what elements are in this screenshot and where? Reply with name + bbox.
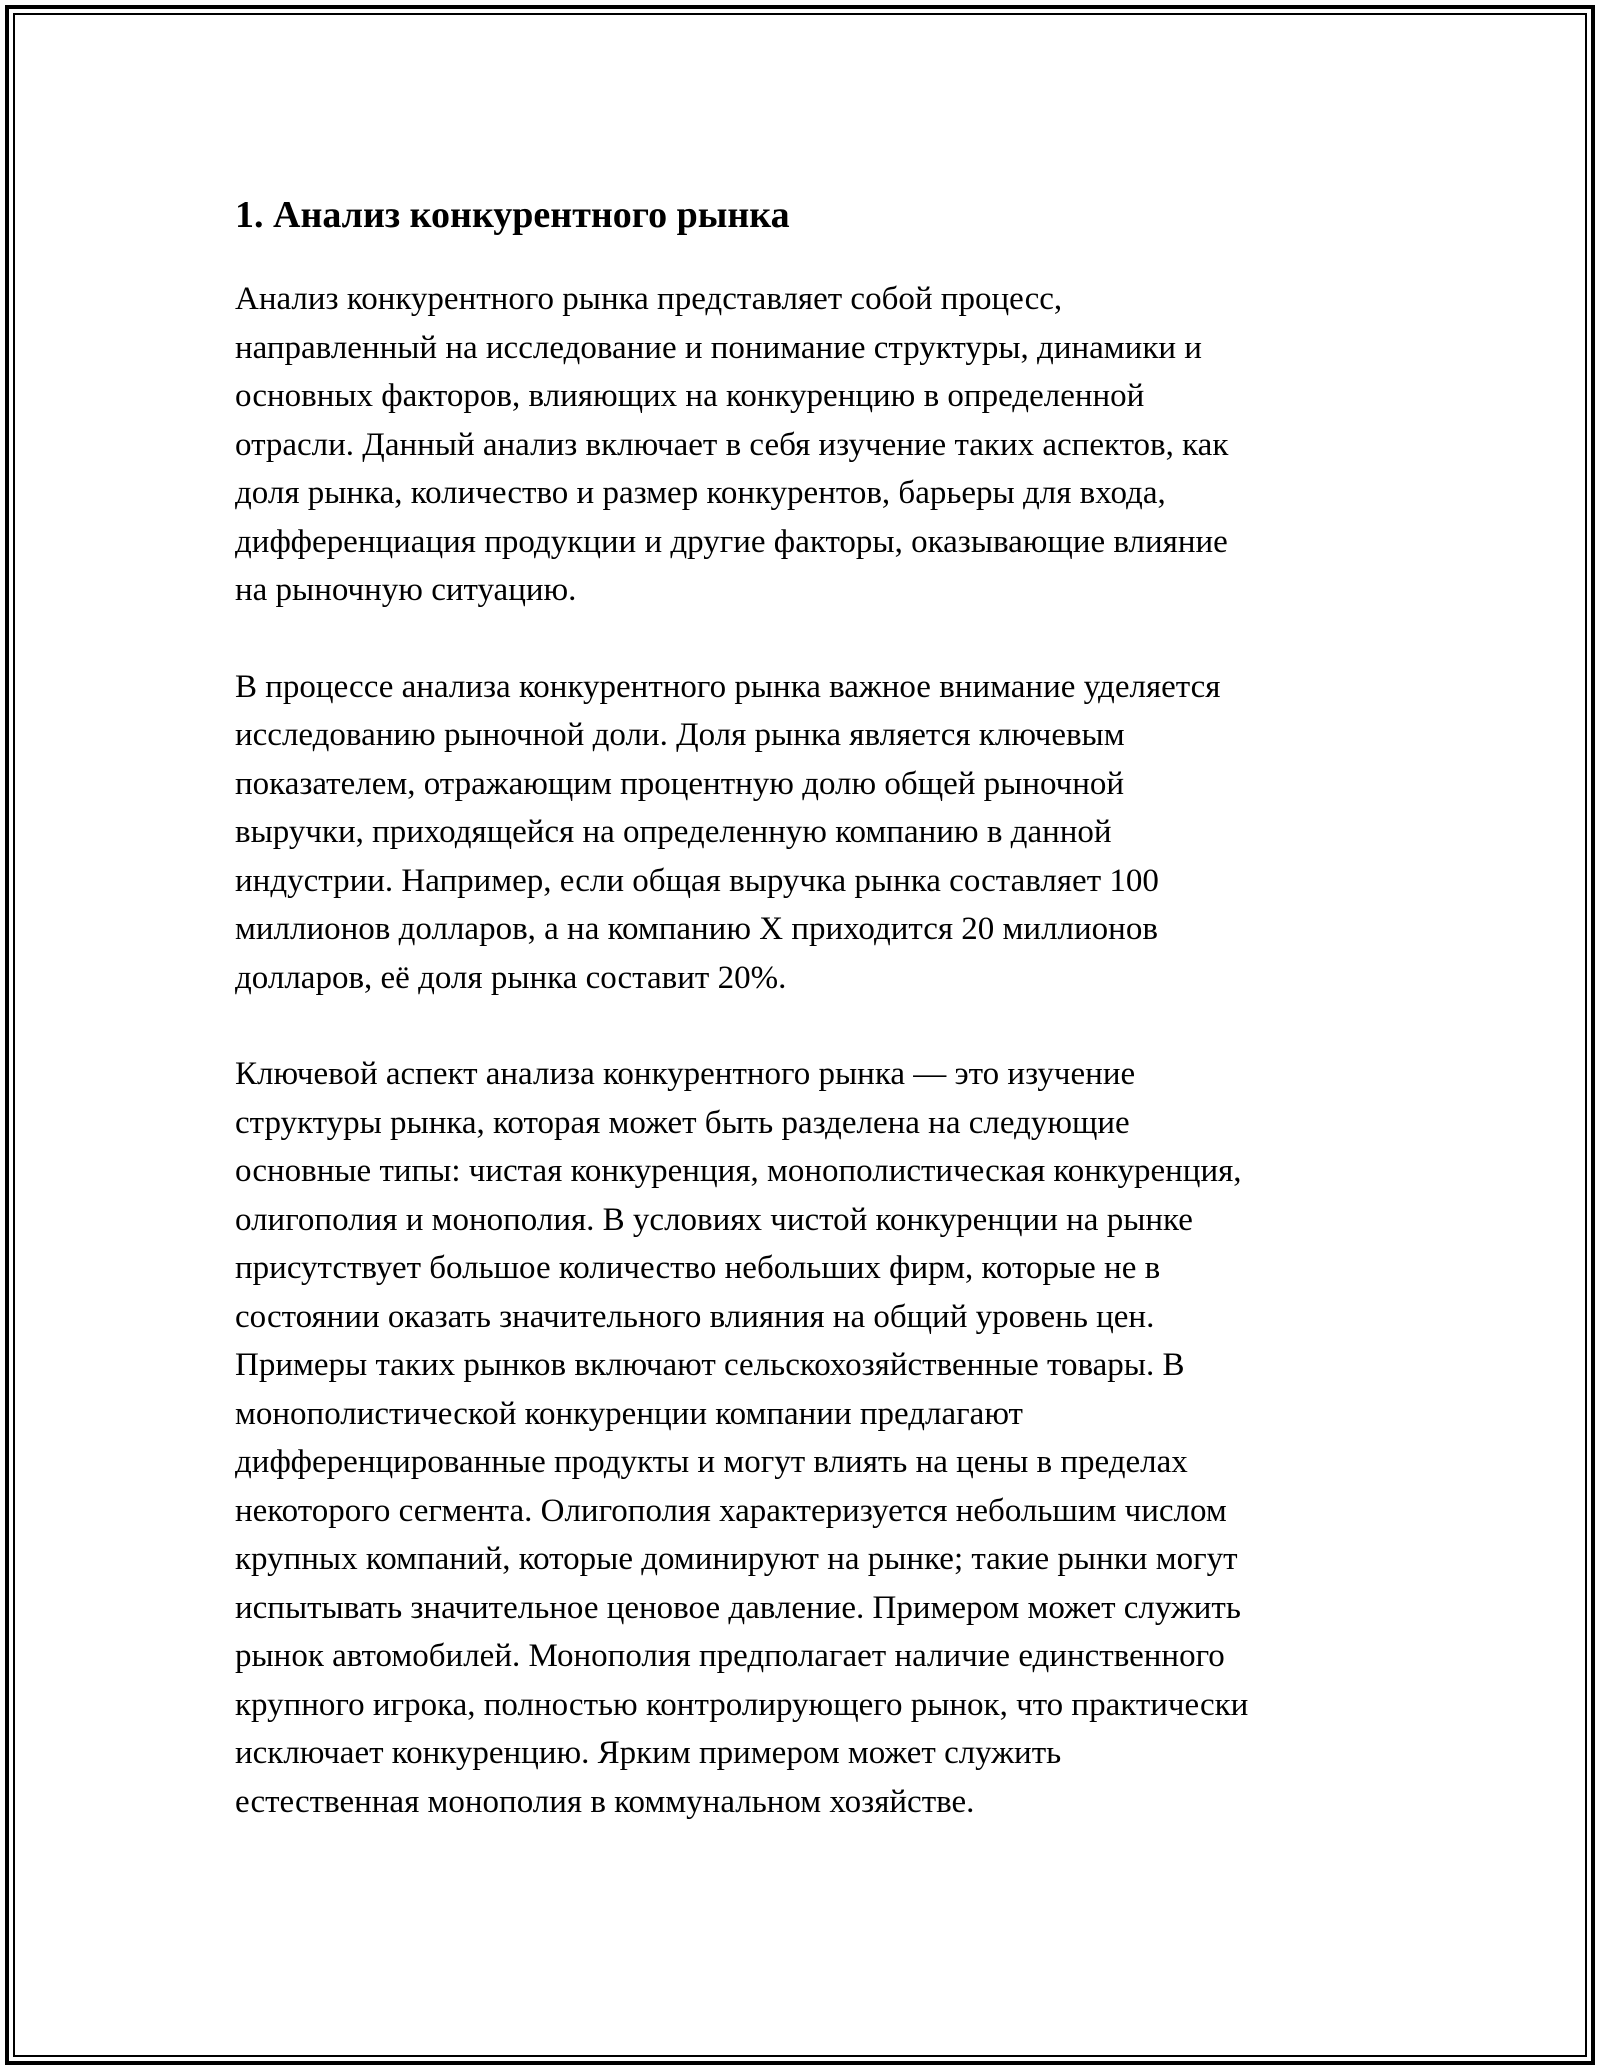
text-line: монополистической конкуренции компании предлагают [235,1395,1023,1432]
text-line: присутствует большое количество небольших фирм, которые не в [235,1250,1161,1286]
text-line: миллионов долларов, а на компанию X приходится 20 миллионов [235,911,1158,947]
section-heading: 1. Анализ конкурентного рынка [235,194,790,236]
text-line: исследованию рыночной доли. Доля рынка является ключевым [235,717,1125,753]
text-line: крупного игрока, полностью контролирующего рынок, что практически [235,1686,1249,1723]
text-line: Примеры таких рынков включают сельскохозяйственные товары. В [235,1347,1185,1383]
text-line: отрасли. Данный анализ включает в себя изучение таких аспектов, как [235,426,1229,463]
text-line: состоянии оказать значительного влияния на общий уровень цен. [235,1298,1155,1335]
text-line: доля рынка, количество и размер конкурентов, барьеры для входа, [235,475,1166,511]
text-line: Анализ конкурентного рынка представляет собой процесс, [235,281,1063,317]
paragraph-market-share [235,663,1385,1003]
text-line: В процессе анализа конкурентного рынка важное внимание уделяется [235,668,1221,705]
text-line: крупных компаний, которые доминируют на рынке; такие рынки могут [235,1541,1238,1577]
text-line: основных факторов, влияющих на конкуренцию в определенной [235,378,1145,414]
document-body [235,185,1385,1874]
text-line: долларов, её доля рынка составит 20%. [235,959,787,996]
text-line: дифференциация продукции и другие факторы, оказывающие влияние [235,523,1228,560]
text-line: дифференцированные продукты и могут влиять на цены в пределах [235,1444,1188,1480]
text-line: направленный на исследование и понимание структуры, динамики и [235,329,1202,366]
text-line: структуры рынка, которая может быть разделена на следующие [235,1104,1130,1141]
text-line: рынок автомобилей. Монополия предполагает наличие единственного [235,1638,1225,1674]
text-line: основные типы: чистая конкуренция, монополистическая конкуренция, [235,1153,1242,1189]
text-line: индустрии. Например, если общая выручка рынка составляет 100 [235,862,1159,899]
text-line: некоторого сегмента. Олигополия характеризуется небольшим числом [235,1492,1227,1529]
paragraph-market-structure [235,1050,1385,1826]
text-line: исключает конкуренцию. Ярким примером может служить [235,1735,1062,1771]
text-line: естественная монополия в коммунальном хозяйстве. [235,1783,975,1820]
text-line: испытывать значительное ценовое давление. Примером может служить [235,1589,1241,1626]
text-line: на рыночную ситуацию. [235,572,577,608]
text-line: показателем, отражающим процентную долю общей рыночной [235,765,1125,802]
text-line: выручки, приходящейся на определенную компанию в данной [235,814,1112,850]
text-line: олигополия и монополия. В условиях чистой конкуренции на рынке [235,1201,1193,1238]
text-line: Ключевой аспект анализа конкурентного рынка — это изучение [235,1056,1136,1092]
paragraph-market-analysis-definition [235,275,1385,615]
